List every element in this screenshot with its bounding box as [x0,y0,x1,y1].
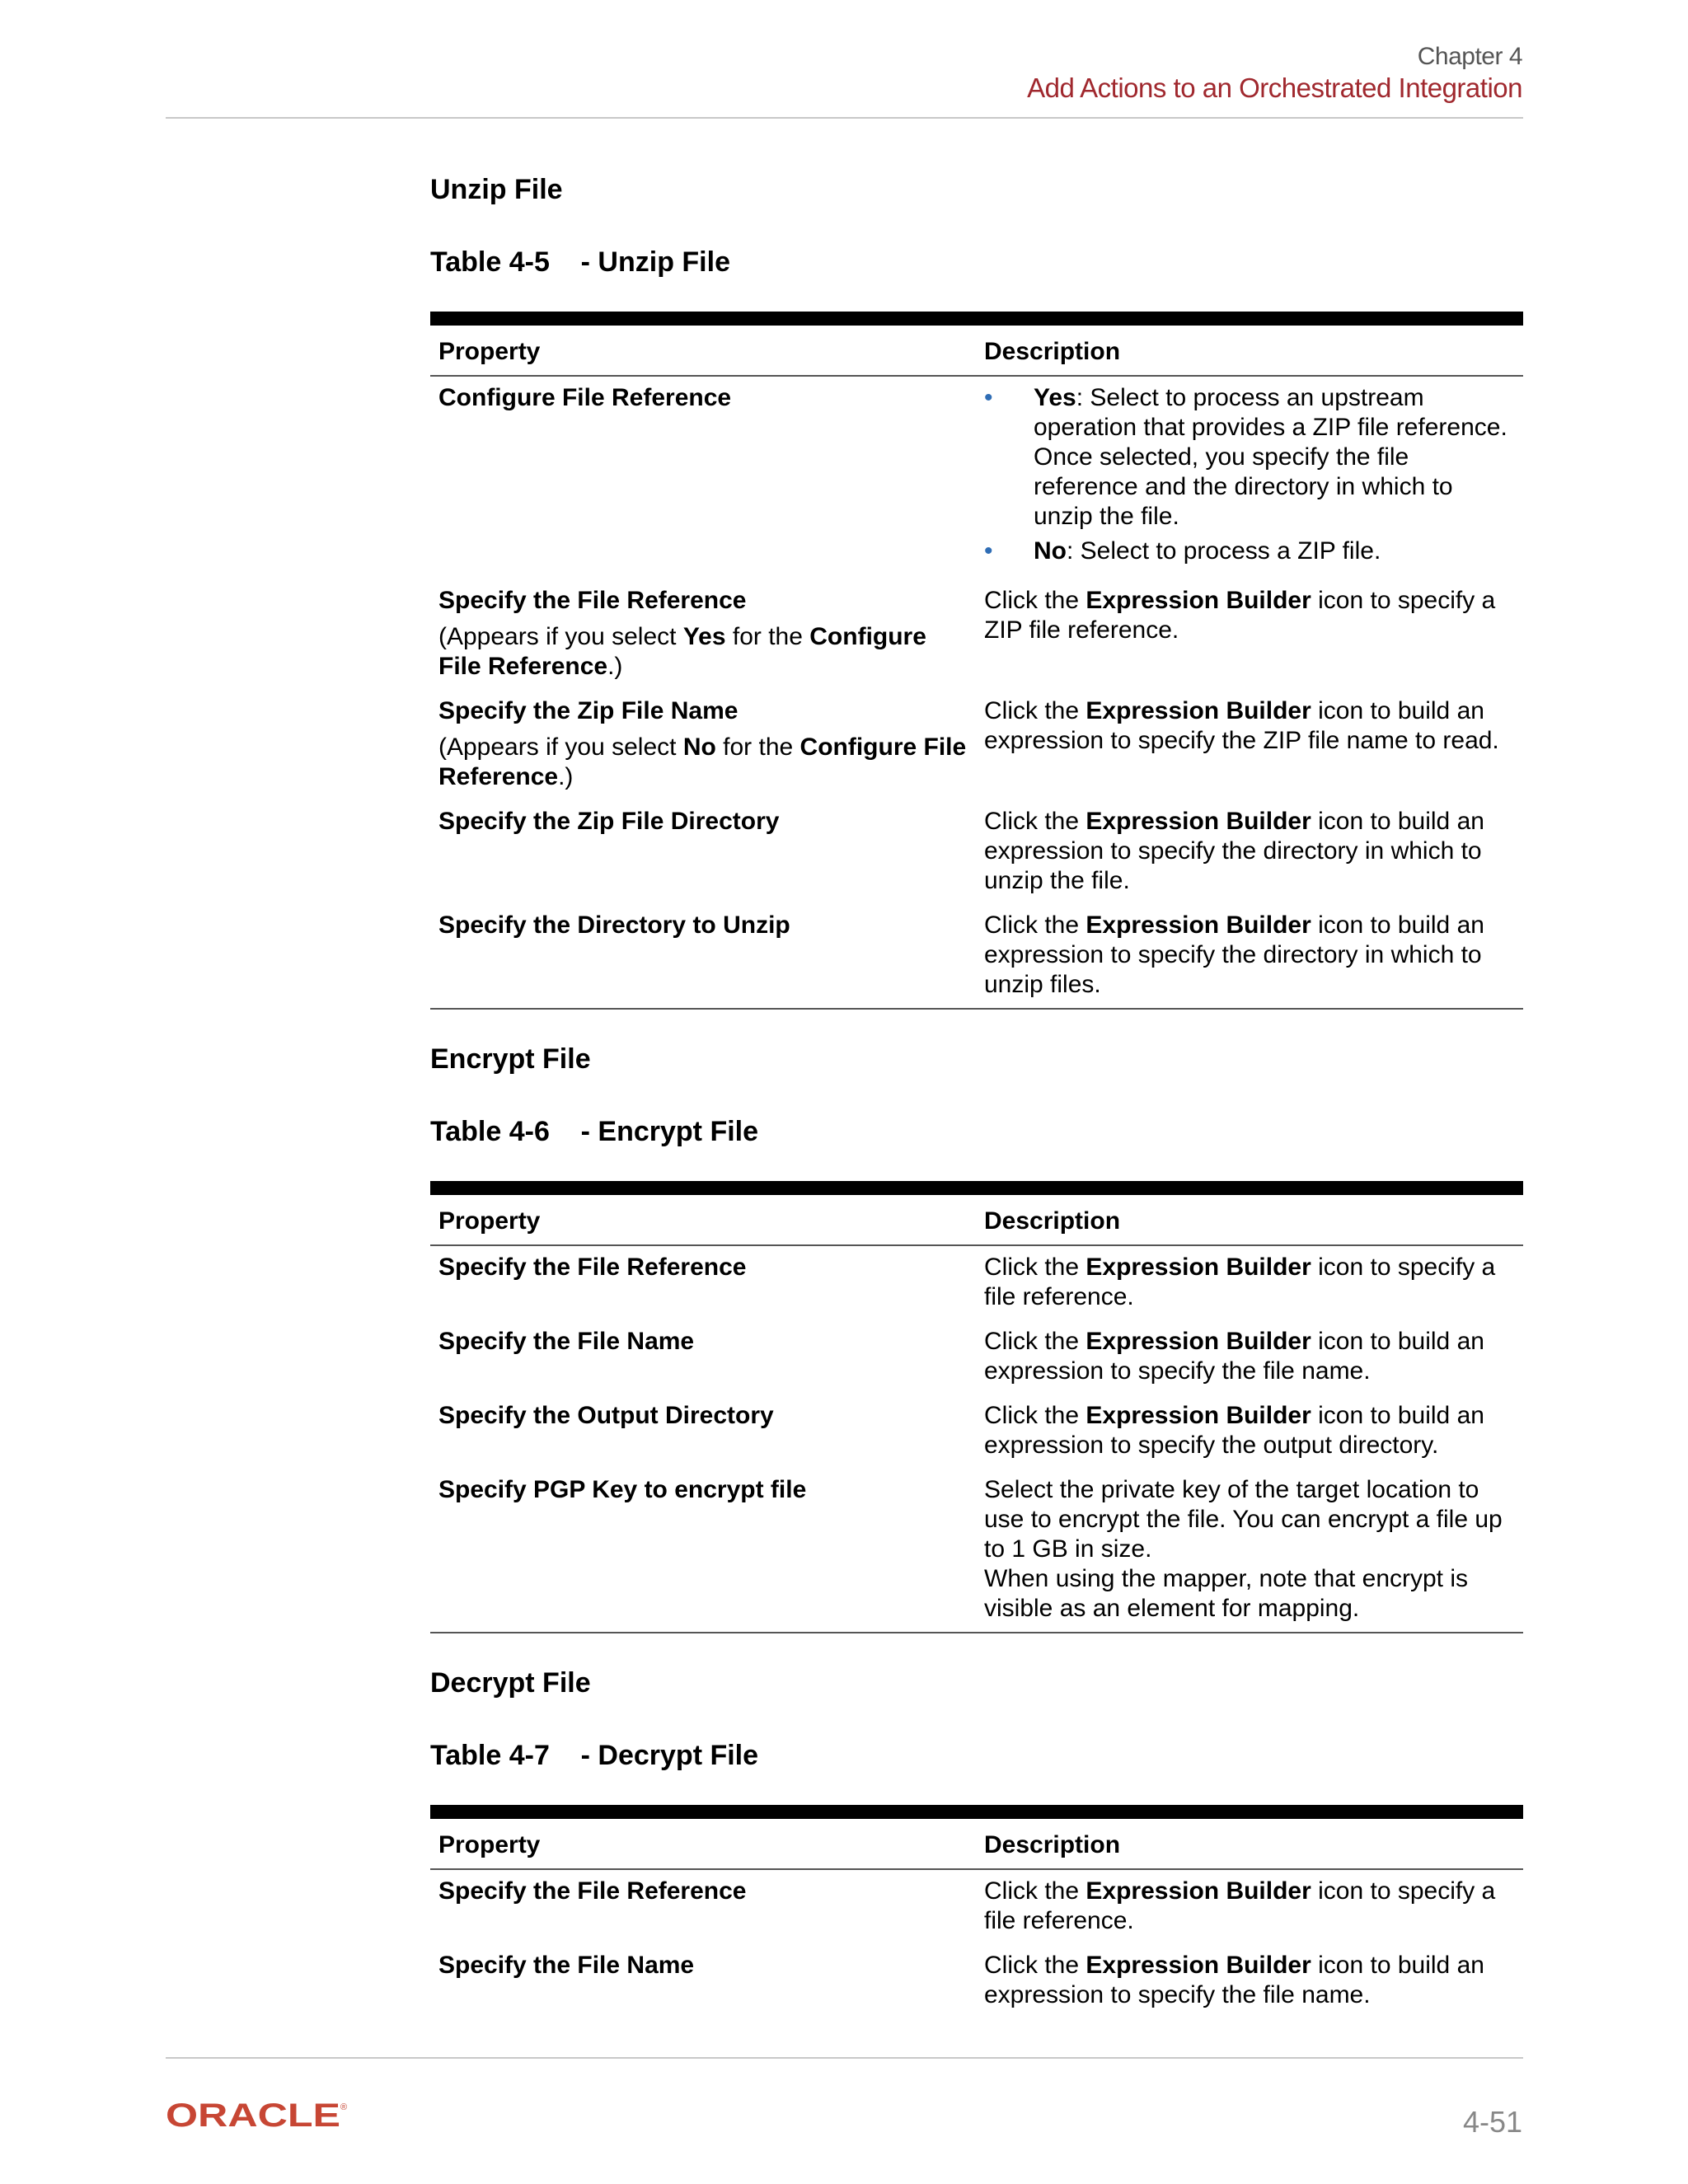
desc-bold: Expression Builder [1085,697,1311,724]
desc-text: icon to build an expression to specify the output directory. [984,1402,1484,1459]
option-name: Yes [1034,384,1076,411]
description-cell [976,1394,1523,1469]
list-item [984,537,1515,566]
description-cell [976,1869,1523,1944]
column-header-description: Description [976,1819,1523,1869]
table-row [430,800,1523,904]
desc-text: Click the [984,1328,1086,1355]
list-item [984,383,1515,532]
table-row [430,1394,1523,1469]
note-text: for the [715,733,800,761]
property-note [438,622,968,682]
property-note [438,733,968,792]
description-cell [976,1320,1523,1394]
oracle-logo [166,2100,349,2134]
note-bold: Yes [682,623,726,650]
desc-text: icon to specify a file reference. [984,1877,1496,1934]
desc-text: icon to specify a file reference. [984,1254,1496,1310]
description-cell [976,800,1523,904]
table-row [430,579,1523,690]
desc-text: icon to build an expression to specify the file name. [984,1328,1484,1385]
desc-text: Click the [984,1402,1086,1429]
encrypt-table [430,1195,1523,1633]
desc-bold: Expression Builder [1085,1877,1311,1905]
desc-bold: Expression Builder [1085,912,1311,939]
option-list [984,383,1515,566]
column-header-property: Property [430,326,976,376]
table-title-unzip: Table 4-5 - Unzip File [430,246,730,278]
table-header-row [430,326,1523,376]
bullet-icon: • [984,384,993,411]
decrypt-table [430,1819,1523,2018]
property-cell: Specify the File Name [438,1328,695,1355]
page-content [430,173,1523,2018]
svg-text:®: ® [340,2102,348,2112]
description-cell [976,376,1523,579]
property-cell [430,579,976,690]
desc-bold: Expression Builder [1085,1952,1311,1979]
property-name: Specify the Zip File Name [438,697,738,724]
section-heading-encrypt: Encrypt File [430,1043,591,1075]
description-cell [976,904,1523,1009]
table-row [430,1944,1523,2018]
property-cell: Specify the Directory to Unzip [430,904,976,1009]
property-cell: Specify the File Name [438,1952,695,1979]
note-text: .) [607,653,623,680]
chapter-title[interactable]: Add Actions to an Orchestrated Integration [1027,73,1522,103]
table-row [430,1469,1523,1633]
unzip-table [430,326,1523,1010]
table-row [430,1869,1523,1944]
description-cell [976,1245,1523,1320]
table-header-row [430,1195,1523,1245]
note-bold: Configure File Reference [438,733,967,790]
property-cell: Specify the File Reference [438,1877,747,1905]
bullet-icon: • [984,537,993,565]
property-cell: Specify the File Reference [438,1254,747,1281]
description-cell [976,1469,1523,1633]
desc-bold: Expression Builder [1085,1402,1311,1429]
desc-text: icon to build an expression to specify the directory in which to unzip the file. [984,808,1484,894]
header-divider [166,117,1523,119]
desc-text: Click the [984,1952,1086,1979]
description-cell [976,690,1523,800]
chapter-label: Chapter 4 [1417,43,1522,70]
table-row [430,376,1523,579]
section-heading-decrypt: Decrypt File [430,1667,591,1699]
svg-text:ORACLE: ORACLE [166,2100,340,2130]
note-text: .) [558,763,574,790]
note-text: (Appears if you select [438,623,683,650]
property-cell: Specify PGP Key to encrypt file [430,1469,976,1633]
note-text: for the [725,623,810,650]
desc-bold: Expression Builder [1085,1254,1311,1281]
desc-text: Click the [984,697,1086,724]
table-top-bar [430,1805,1523,1819]
table-row [430,904,1523,1009]
oracle-logo-icon [166,2100,349,2130]
table-header-row [430,1819,1523,1869]
desc-bold: Expression Builder [1085,1328,1311,1355]
section-heading-unzip: Unzip File [430,174,563,205]
page-number: 4-51 [1462,2105,1522,2139]
column-header-property: Property [430,1195,976,1245]
footer-divider [166,2057,1523,2059]
desc-bold: Expression Builder [1085,808,1311,835]
property-cell: Specify the Zip File Directory [438,808,780,835]
desc-paragraph: Select the private key of the target location to use to encrypt the file. You can encrypt a file up to 1 GB in size. [984,1476,1503,1563]
desc-paragraph: When using the mapper, note that encrypt is visible as an element for mapping. [984,1565,1469,1622]
description-cell [976,579,1523,690]
description-cell [976,1944,1523,2018]
desc-bold: Expression Builder [1085,587,1311,614]
note-bold: Configure File Reference [438,623,926,680]
option-text: : Select to process a ZIP file. [1067,537,1381,565]
table-top-bar [430,312,1523,326]
note-text: (Appears if you select [438,733,683,761]
table-row [430,1320,1523,1394]
desc-text: Click the [984,912,1086,939]
desc-text: icon to build an expression to specify the file name. [984,1952,1484,2008]
table-title-decrypt: Table 4-7 - Decrypt File [430,1740,759,1771]
table-title-encrypt: Table 4-6 - Encrypt File [430,1116,759,1147]
table-row [430,1245,1523,1320]
desc-text: icon to build an expression to specify the directory in which to unzip files. [984,912,1484,998]
desc-text: Click the [984,1254,1086,1281]
column-header-description: Description [976,1195,1523,1245]
desc-text: icon to specify a ZIP file reference. [984,587,1496,644]
option-name: No [1034,537,1067,565]
desc-text: icon to build an expression to specify the ZIP file name to read. [984,697,1499,754]
property-name: Specify the File Reference [438,587,747,614]
property-cell: Configure File Reference [438,384,732,411]
column-header-property: Property [430,1819,976,1869]
desc-text: Click the [984,587,1086,614]
table-row [430,690,1523,800]
note-bold: No [682,733,716,761]
option-text: : Select to process an upstream operation that provides a ZIP file reference. Once selected, you specify the file reference and the directory in which to unzip the file. [1034,384,1507,530]
desc-text: Click the [984,808,1086,835]
property-cell: Specify the Output Directory [438,1402,774,1429]
table-top-bar [430,1181,1523,1195]
property-cell [430,690,976,800]
desc-text: Click the [984,1877,1086,1905]
column-header-description: Description [976,326,1523,376]
